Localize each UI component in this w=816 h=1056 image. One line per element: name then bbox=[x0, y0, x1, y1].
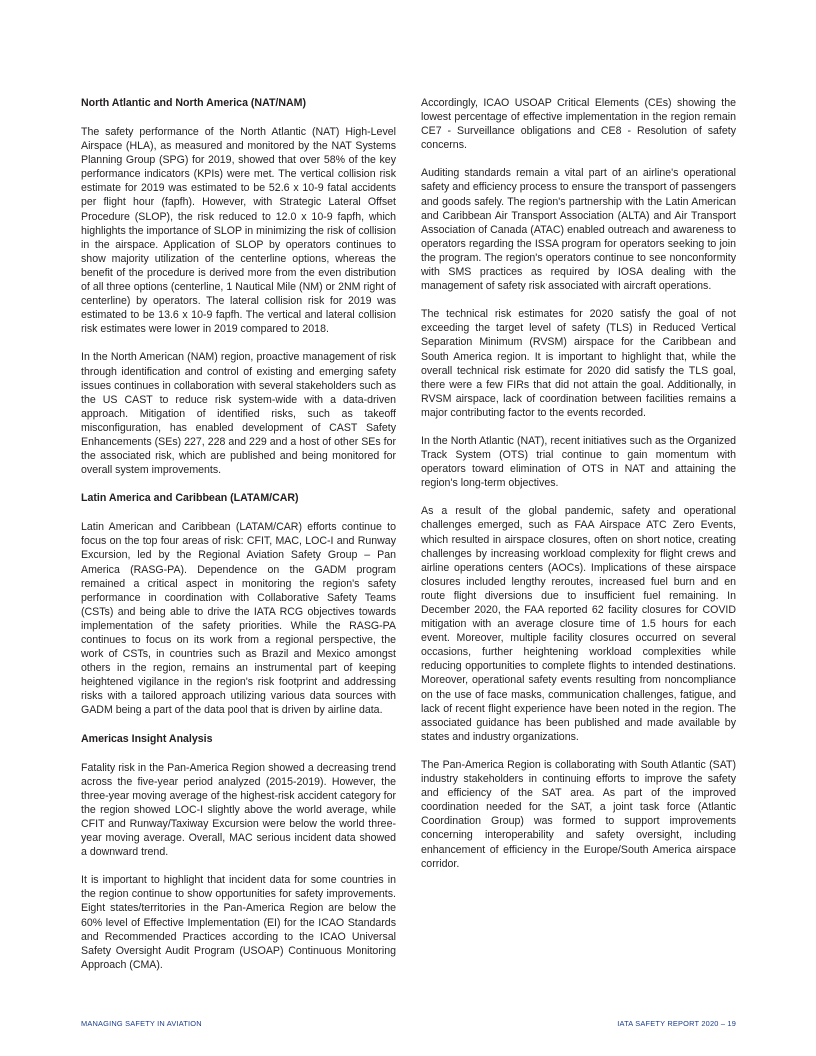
paragraph: Fatality risk in the Pan-America Region showed a decreasing trend across the five-year period analyzed (2015-2019). However, the three-year moving average of the highest-risk accident category for the region showed LOC-I slightly above the world average, while CFIT and Runway/Taxiway Excursion were below the world three-year moving average. Overall, MAC serious incident data showed a downward trend. bbox=[81, 761, 396, 859]
left-column bbox=[81, 96, 396, 986]
paragraph: Auditing standards remain a vital part of an airline's operational safety and efficiency process to ensure the transport of passengers and goods safely. The region's partnership with the Latin American and Caribbean Air Transport Association (ALTA) and Air Transport Association of Canada (ATAC) enabled outreach and awareness to operators regarding the ISSA program for operators seeking to join the program. The region's operators continue to see nonconformity with SMS practices as required by IOSA dealing with the management of safety risk associated with aircraft operations. bbox=[421, 167, 736, 293]
footer-section-title: MANAGING SAFETY IN AVIATION bbox=[81, 1019, 202, 1028]
paragraph: The safety performance of the North Atlantic (NAT) High-Level Airspace (HLA), as measured and monitored by the NAT Systems Planning Group (SPG) for 2019, showed that over 58% of the key performance indicators (KPIs) were met. The vertical collision risk estimate for 2019 was estimated to be 52.6 x 10-9 fatal accidents per flight hour (fapfh). However, with Strategic Lateral Offset Procedure (SLOP), the risk reduced to 12.0 x 10-9 fapfh, which highlights the importance of SLOP in minimizing the risk of collision in the airspace. Application of SLOP by operators continues to show majority utilization of the centerline options, whereas the benefit of the procedure is derived more from the even distribution of all three options (centerline, 1 Nautical Mile (NM) or 2NM right of centerline) by operators. The lateral collision risk for 2019 was estimated to be 13.6 x 10-9 fapfh. The vertical and lateral collision risk estimates were lower in 2019 compared to 2018. bbox=[81, 126, 396, 336]
paragraph: The Pan-America Region is collaborating with South Atlantic (SAT) industry stakeholders in continuing efforts to improve the safety and efficiency of the SAT area. As part of the improved coordination needed for the SAT, a joint task force (Atlantic Coordination Group) was formed to support improvements concerning interoperability and safety oversight, including enhancement of efficiency in the Europe/South America airspace corridor. bbox=[421, 758, 736, 870]
paragraph: Latin American and Caribbean (LATAM/CAR) efforts continue to focus on the top four areas of risk: CFIT, MAC, LOC-I and Runway Excursion, led by the Regional Aviation Safety Group – Pan America (RASG-PA). Dependence on the GADM program remained a critical aspect in monitoring the region's safety performance in coordination with Collaborative Safety Teams (CSTs) and being able to drive the IATA RCG objectives towards implementation of the safety priorities. While the RASG-PA continues to focus on its work from a regional perspective, the work of CSTs, in countries such as Brazil and Mexico amongst others in the region, remains an instrumental part of keeping heightened vigilance in the region's risk footprint and addressing risks with a tailored approach utilizing various data sources with GADM being a part of the data pool that is driven by airline data. bbox=[81, 521, 396, 717]
footer-page-number: IATA SAFETY REPORT 2020 – 19 bbox=[617, 1019, 736, 1028]
paragraph: Accordingly, ICAO USOAP Critical Elements (CEs) showing the lowest percentage of effective implementation in the region remain CE7 - Surveillance obligations and CE8 - Resolution of safety concerns. bbox=[421, 97, 736, 152]
right-column bbox=[421, 96, 736, 885]
paragraph: The technical risk estimates for 2020 satisfy the goal of not exceeding the target level of safety (TLS) in Reduced Vertical Separation Minimum (RVSM) airspace for the Caribbean and South America region. It is important to highlight that, while the overall technical risk estimate for 2020 did satisfy the TLS goal, there were a few FIRs that did not attain the goal. Additionally, in RVSM airspace, lack of coordination between facilities remains a major contributing factor to the events recorded. bbox=[421, 308, 736, 419]
section-heading-americas-insight: Americas Insight Analysis bbox=[81, 732, 213, 745]
section-heading-nat-nam: North Atlantic and North America (NAT/NAM) bbox=[81, 97, 307, 109]
paragraph: In the North Atlantic (NAT), recent initiatives such as the Organized Track System (OTS) trial continue to gain momentum with operators toward elimination of OTS in NAT and attaining the region's long-term objectives. bbox=[421, 434, 736, 490]
paragraph: It is important to highlight that incident data for some countries in the region continue to show opportunities for safety improvements. Eight states/territories in the Pan-America Region are below the 60% level of Effective Implementation (EI) for the ICAO Standards and Recommended Practices according to the ICAO Universal Safety Oversight Audit Program (USOAP) Continuous Monitoring Approach (CMA). bbox=[81, 874, 396, 971]
paragraph: As a result of the global pandemic, safety and operational challenges emerged, such as FAA Airspace ATC Zero Events, which resulted in airspace closures, often on short notice, creating challenges by increasing workload complexity for flight crews and airline operations centers (AOCs). Implications of these airspace closures included lengthy reroutes, increased fuel burn and en route flight diversions due to insufficient fuel remaining. In December 2020, the FAA reported 62 facility closures for COVID mitigation with an average closure time of 1.5 hours for each event. Moreover, multiple facility closures occurred on several occasions, further heightening workload complexities while reducing opportunities to complete flights to intended destinations. Moreover, operational safety events resulting from noncompliance on the use of face masks, communication challenges, fatigue, and lack of recent flight experience have been noted in the region. The associated guidance has been published and made available by states and industry organizations. bbox=[421, 505, 736, 743]
paragraph: In the North American (NAM) region, proactive management of risk through identification and control of existing and emerging safety issues continues in collaboration with several stakeholders such as the US CAST to reduce risk system-wide with a data-driven approach. Mitigation of identified risks, such as takeoff misconfiguration, has enabled development of CAST Safety Enhancements (SEs) 227, 228 and 229 and a host of other SEs for the associated risk, which are published and being monitored for overall system improvements. bbox=[81, 351, 396, 477]
section-heading-latam-car: Latin America and Caribbean (LATAM/CAR) bbox=[81, 492, 299, 505]
